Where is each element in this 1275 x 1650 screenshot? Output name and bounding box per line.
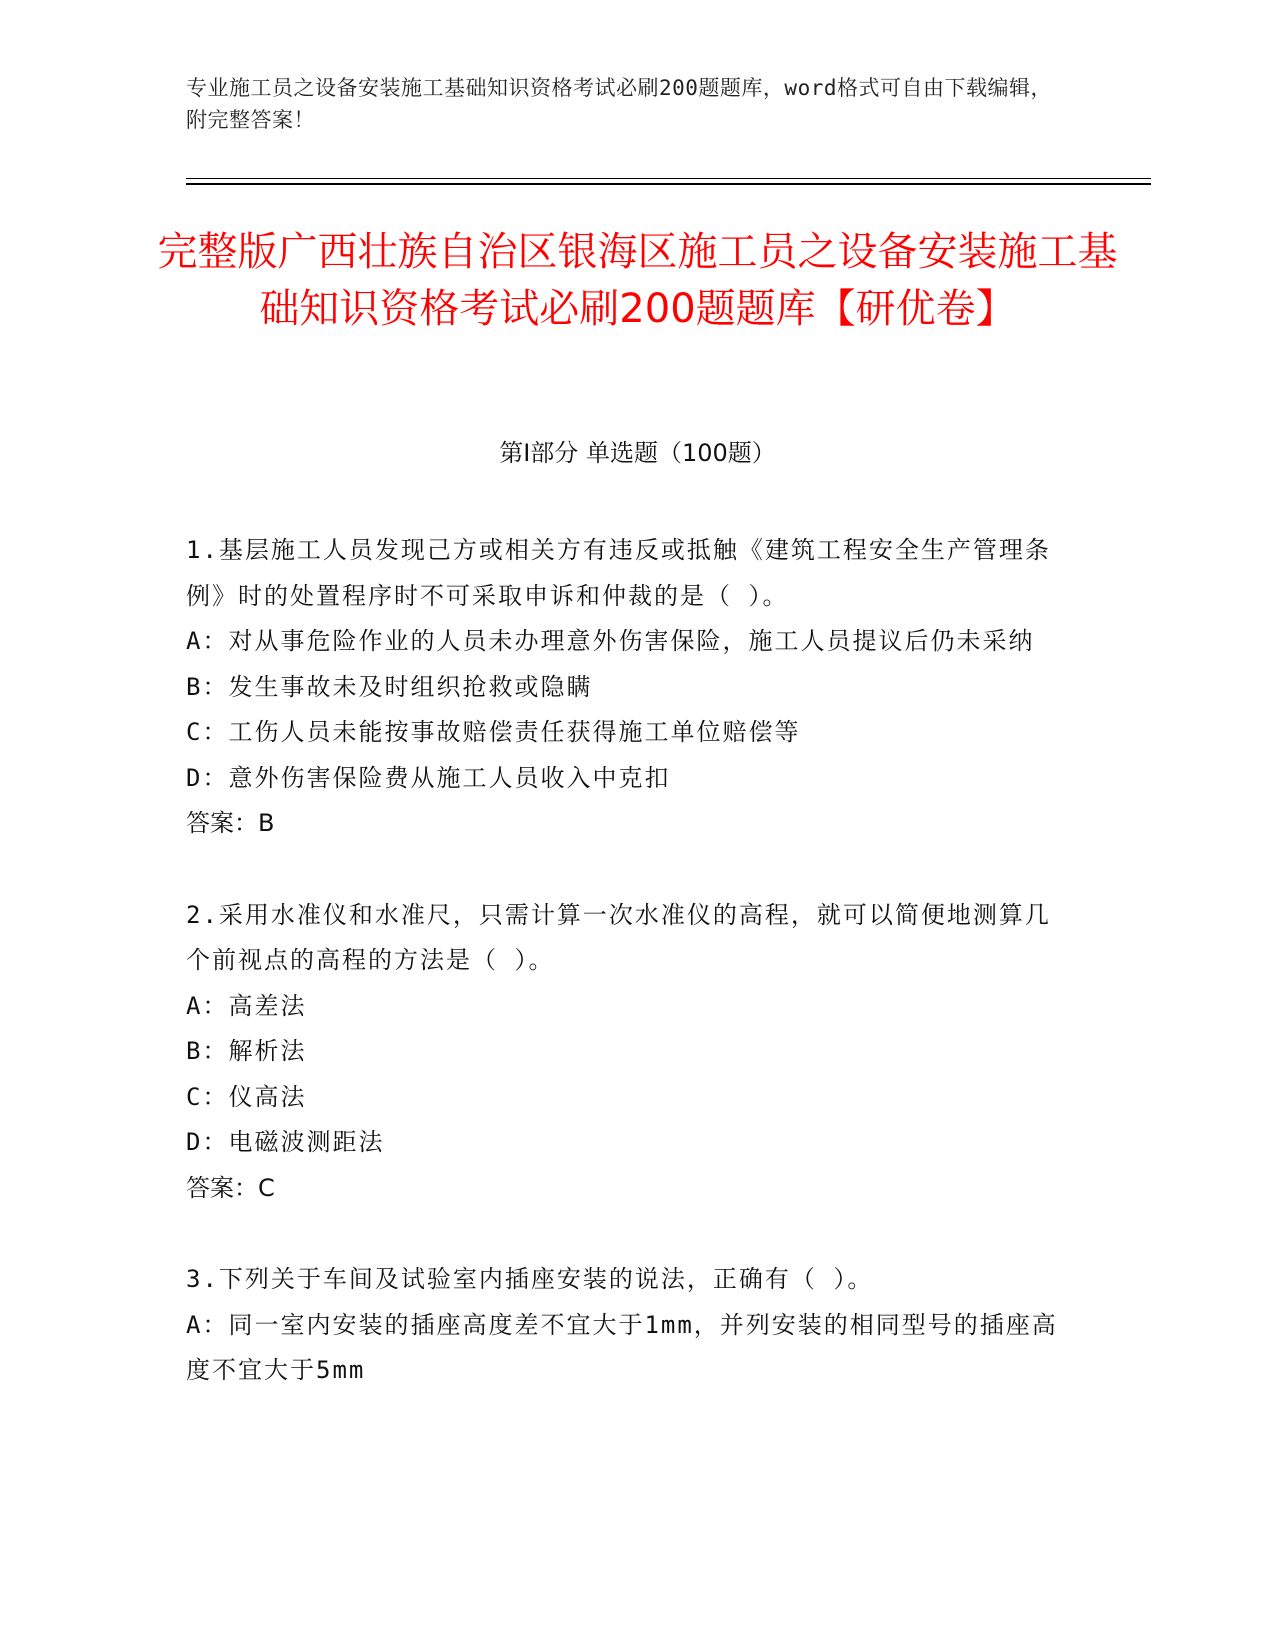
option-c: C：工伤人员未能按事故赔偿责任获得施工单位赔偿等 bbox=[186, 718, 801, 746]
header-note: 专业施工员之设备安装施工基础知识资格考试必刷200题题库，word格式可自由下载编辑，附完整答案！ bbox=[186, 76, 1052, 132]
option-c: C：仪高法 bbox=[186, 1082, 307, 1111]
question-list bbox=[186, 528, 1076, 1440]
question-stem: 1.基层施工人员发现己方或相关方有违反或抵触《建筑工程安全生产管理条例》时的处置程序时不可采取申诉和仲裁的是（ ）。 bbox=[186, 536, 1051, 610]
question-1 bbox=[186, 528, 1076, 847]
option-a: A：对从事危险作业的人员未办理意外伤害保险，施工人员提议后仍未采纳 bbox=[186, 627, 1035, 655]
section-heading: 第I部分 单选题（100题） bbox=[499, 439, 776, 467]
option-a: A：同一室内安装的插座高度差不宜大于1mm，并列安装的相同型号的插座高度不宜大于5mm bbox=[186, 1310, 1058, 1384]
option-d: D：意外伤害保险费从施工人员收入中克扣 bbox=[186, 763, 671, 792]
question-stem: 3.下列关于车间及试验室内插座安装的说法，正确有（ ）。 bbox=[186, 1265, 874, 1293]
question-3 bbox=[186, 1257, 1076, 1394]
question-stem: 2.采用水准仪和水准尺，只需计算一次水准仪的高程，就可以简便地测算几个前视点的高程的方法是（ ）。 bbox=[186, 900, 1051, 974]
header-divider-bottom bbox=[186, 183, 1151, 185]
document-title: 完整版广西壮族自治区银海区施工员之设备安装施工基础知识资格考试必刷200题题库【研优卷】 bbox=[157, 229, 1118, 332]
answer-line: 答案：B bbox=[186, 809, 275, 837]
option-a: A：高差法 bbox=[186, 991, 307, 1020]
option-b: B：发生事故未及时组织抢救或隐瞒 bbox=[186, 672, 593, 701]
option-b: B：解析法 bbox=[186, 1037, 307, 1065]
question-2 bbox=[186, 893, 1076, 1212]
answer-line: 答案：C bbox=[186, 1173, 275, 1202]
header-divider-top bbox=[186, 178, 1151, 179]
option-d: D：电磁波测距法 bbox=[186, 1128, 385, 1156]
